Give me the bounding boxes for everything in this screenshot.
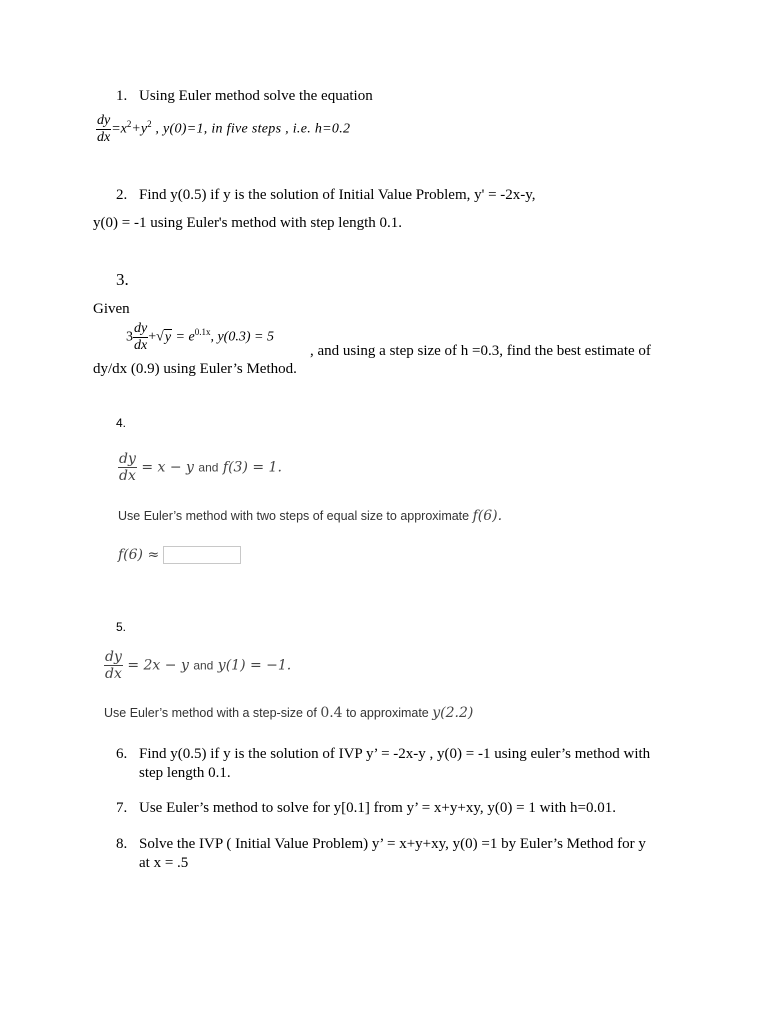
derivative-fraction: $\frac{dy}{dx}$: [134, 321, 148, 353]
answer-input[interactable]: [163, 546, 241, 564]
question-4-answer-row: [118, 546, 241, 564]
question-1-equation: $\frac{dy}{dx}$ $=x^2+y^2$ , y(0)=1, in five steps , i.e. h=0.2: [97, 113, 351, 145]
question-5-instruction: Use Euler’s method with a step-size of 0.4 to approximate y(2.2): [104, 705, 474, 721]
derivative-fraction: $\frac{dy}{dx}$: [119, 451, 136, 484]
question-3-line-2: dy/dx (0.9) using Euler’s Method.: [93, 361, 297, 377]
question-6-number: 6.: [116, 746, 128, 762]
question-2-line-2: y(0) = -1 using Euler's method with step length 0.1.: [93, 215, 403, 231]
derivative-fraction: $\frac{dy}{dx}$: [97, 113, 111, 145]
derivative-fraction: $\frac{dy}{dx}$: [105, 649, 122, 682]
question-4-number: 4.: [116, 416, 127, 430]
question-4-instruction: Use Euler’s method with two steps of equal size to approximate f(6).: [118, 508, 503, 524]
question-1-number: 1.: [116, 88, 128, 104]
answer-label: f(6) ≈: [118, 547, 160, 563]
question-1-line: [116, 88, 373, 105]
question-1-text: Using Euler method solve the equation: [139, 88, 373, 104]
question-5-equation: $\frac{dy}{dx}$ = 2x − y and y(1) = −1.: [105, 649, 292, 682]
question-3-number: 3.: [116, 270, 129, 289]
sqrt-symbol: √: [156, 329, 164, 345]
question-3-text: , and using a step size of h =0.3, find the best estimate of: [310, 343, 651, 359]
question-8-line-1: 8. Solve the IVP ( Initial Value Problem) y’ = x+y+xy, y(0) =1 by Euler’s Method for y: [116, 836, 646, 852]
question-7-line: 7. Use Euler’s method to solve for y[0.1] from y’ = x+y+xy, y(0) = 1 with h=0.01.: [116, 800, 616, 816]
question-4-equation: $\frac{dy}{dx}$ = x − y and f(3) = 1.: [119, 451, 282, 484]
question-8-number: 8.: [116, 836, 128, 852]
question-2-number: 2.: [116, 187, 128, 203]
question-6-line-2: step length 0.1.: [139, 765, 231, 781]
question-2-line-1: 2. Find y(0.5) if y is the solution of Initial Value Problem, y' = -2x-y,: [116, 187, 536, 203]
question-6-line-1: 6. Find y(0.5) if y is the solution of IVP y’ = -2x-y , y(0) = -1 using euler’s method with: [116, 746, 651, 762]
question-8-line-2: at x = .5: [139, 855, 189, 871]
question-3-given: Given: [93, 301, 130, 317]
question-5-number: 5.: [116, 620, 127, 634]
question-3-equation: 3 $\frac{dy}{dx}$ $+√y = e^{0.1x}$, y(0.3) = 5: [126, 321, 274, 353]
question-7-number: 7.: [116, 800, 128, 816]
